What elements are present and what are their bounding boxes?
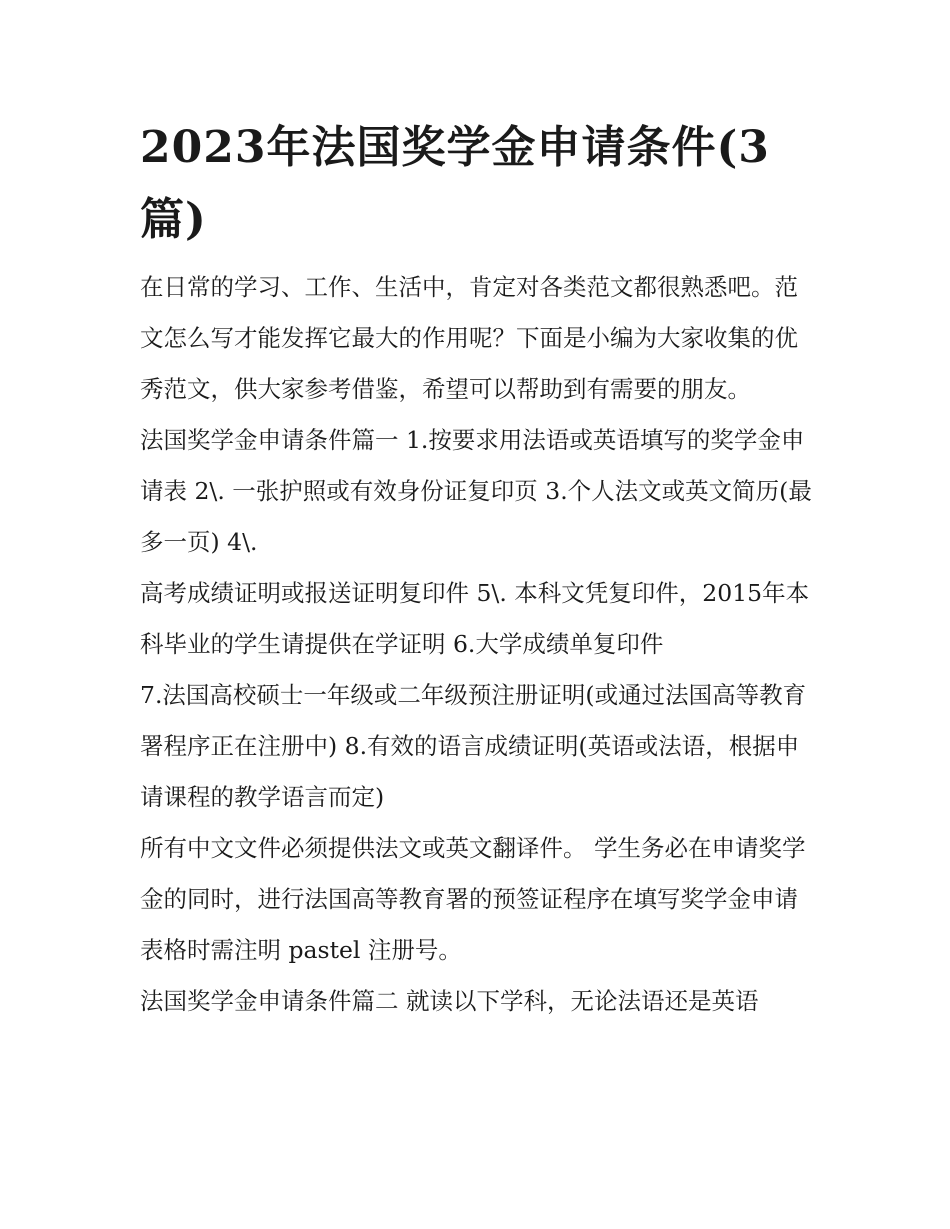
document-title: 2023年法国奖学金申请条件(3篇): [140, 122, 770, 245]
paragraph-article-one-part-1: 法国奖学金申请条件篇一 1.按要求用法语或英语填写的奖学金申请表 2\. 一张护照或有效身份证复印页 3.个人法文或英文简历(最多一页) 4\.: [140, 426, 812, 556]
paragraph-intro: 在日常的学习、工作、生活中，肯定对各类范文都很熟悉吧。范文怎么写才能发挥它最大的作用呢？下面是小编为大家收集的优秀范文，供大家参考借鉴，希望可以帮助到有需要的朋友。: [140, 273, 798, 403]
paragraph-article-two: 法国奖学金申请条件篇二 就读以下学科，无论法语还是英语: [140, 987, 759, 1015]
paragraph-article-one-part-3: 7.法国高校硕士一年级或二年级预注册证明(或通过法国高等教育署程序正在注册中) 8.有效的语言成绩证明(英语或法语，根据申请课程的教学语言而定): [140, 681, 807, 811]
paragraph-article-one-part-2: 高考成绩证明或报送证明复印件 5\. 本科文凭复印件，2015年本科毕业的学生请提供在学证明 6.大学成绩单复印件: [140, 579, 810, 658]
document-body: [140, 112, 820, 1027]
paragraph-translation-note: 所有中文文件必须提供法文或英文翻译件。 学生务必在申请奖学金的同时，进行法国高等教育署的预签证程序在填写奖学金申请表格时需注明 pastel 注册号。: [140, 834, 806, 964]
